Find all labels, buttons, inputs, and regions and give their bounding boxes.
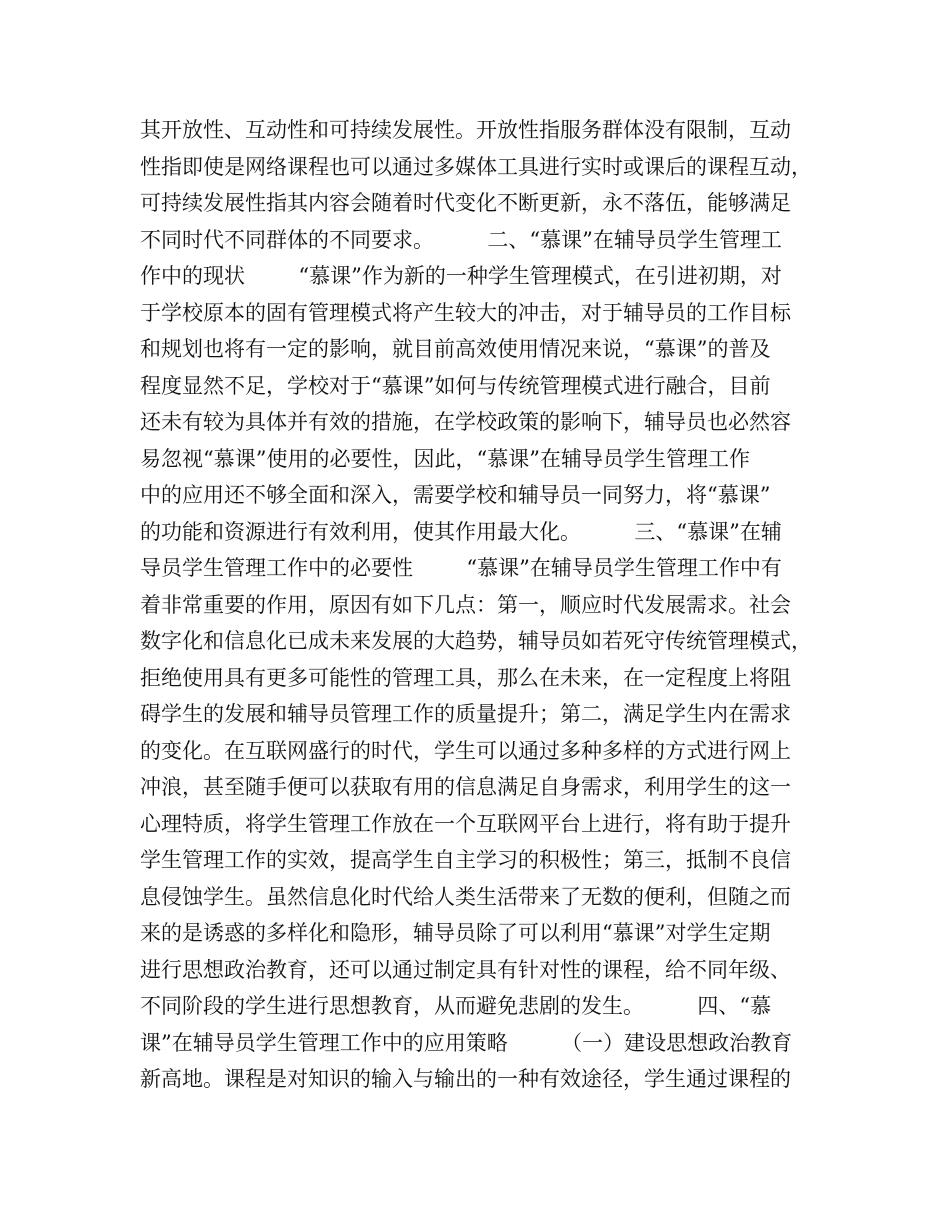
- text-line: 进行思想政治教育，还可以通过制定具有针对性的课程，给不同年级、: [140, 957, 791, 982]
- text-line: 着非常重要的作用，原因有如下几点：第一，顺应时代发展需求。社会: [140, 592, 791, 617]
- text-line: 的功能和资源进行有效利用，使其作用最大化。 三、“慕课”在辅: [140, 519, 782, 544]
- text-line: 息侵蚀学生。虽然信息化时代给人类生活带来了无数的便利，但随之而: [140, 884, 791, 909]
- text-line: 拒绝使用具有更多可能性的管理工具，那么在未来，在一定程度上将阻: [140, 665, 791, 690]
- text-line: 还未有较为具体并有效的措施，在学校政策的影响下，辅导员也必然容: [140, 410, 791, 434]
- text-line: 于学校原本的固有管理模式将产生较大的冲击，对于辅导员的工作目标: [140, 300, 791, 325]
- text-line: 不同时代不同群体的不同要求。 二、“慕课”在辅导员学生管理工: [140, 227, 782, 252]
- text-line: 程度显然不足，学校对于“慕课”如何与传统管理模式进行融合，目前: [140, 373, 771, 398]
- text-line: 其开放性、互动性和可持续发展性。开放性指服务群体没有限制，互动: [140, 118, 791, 142]
- text-line: 可持续发展性指其内容会随着时代变化不断更新，永不落伍，能够满足: [140, 191, 791, 215]
- text-line: 学生管理工作的实效，提高学生自主学习的积极性；第三，抵制不良信: [140, 848, 791, 872]
- text-line: 和规划也将有一定的影响，就目前高效使用情况来说，“慕课”的普及: [140, 337, 771, 361]
- text-line: 数字化和信息化已成未来发展的大趋势，辅导员如若死守传统管理模式，: [140, 629, 812, 653]
- text-line: 新高地。课程是对知识的输入与输出的一种有效途径，学生通过课程的: [140, 1067, 791, 1091]
- text-line: 冲浪，甚至随手便可以获取有用的信息满足自身需求，利用学生的这一: [140, 775, 791, 799]
- text-line: 导员学生管理工作中的必要性 “慕课”在辅导员学生管理工作中有: [140, 556, 782, 580]
- text-line: 不同阶段的学生进行思想教育，从而避免悲剧的发生。 四、“慕: [140, 994, 772, 1018]
- text-line: 的变化。在互联网盛行的时代，学生可以通过多种多样的方式进行网上: [140, 738, 791, 763]
- text-line: 来的是诱惑的多样化和隐形，辅导员除了可以利用“慕课”对学生定期: [140, 921, 771, 945]
- text-line: 作中的现状 “慕课”作为新的一种学生管理模式，在引进初期，对: [140, 264, 782, 288]
- body-text: [140, 112, 820, 1098]
- text-line: 课”在辅导员学生管理工作中的应用策略 （一）建设思想政治教育: [140, 1030, 793, 1055]
- text-line: 碍学生的发展和辅导员管理工作的质量提升；第二，满足学生内在需求: [140, 702, 791, 726]
- text-line: 中的应用还不够全面和深入，需要学校和辅导员一同努力，将“慕课”: [140, 483, 771, 507]
- text-line: 心理特质，将学生管理工作放在一个互联网平台上进行，将有助于提升: [140, 811, 791, 836]
- text-line: 易忽视“慕课”使用的必要性，因此，“慕课”在辅导员学生管理工作: [140, 446, 750, 471]
- text-line: 性指即使是网络课程也可以通过多媒体工具进行实时或课后的课程互动，: [140, 154, 812, 179]
